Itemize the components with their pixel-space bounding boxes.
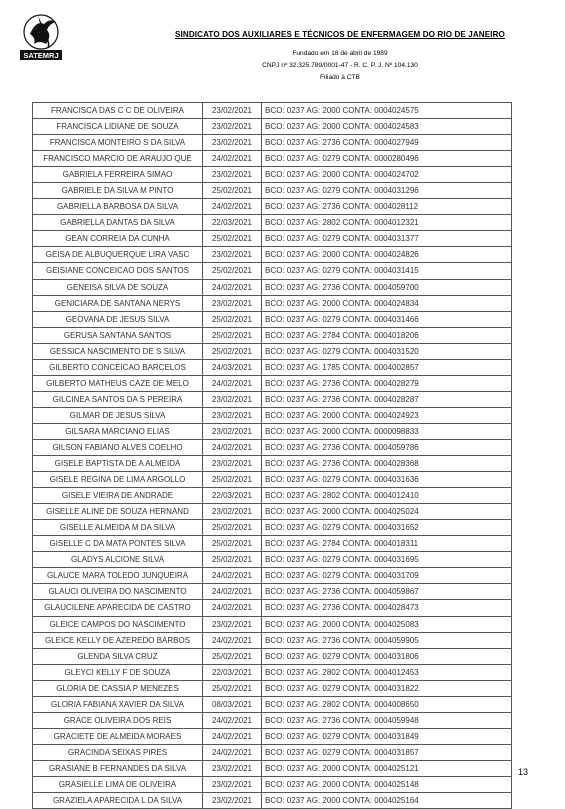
member-name-cell: GISELLE ALINE DE SOUZA HERNAND: [33, 504, 203, 520]
date-cell: 24/02/2021: [203, 632, 262, 648]
bank-account-cell: BCO: 0237 AG: 0279 CONTA: 0004031849: [262, 728, 512, 744]
bank-account-cell: BCO: 0237 AG: 2736 CONTA: 0004028279: [262, 375, 512, 391]
table-row: [33, 712, 512, 728]
date-cell: 23/02/2021: [203, 391, 262, 407]
date-cell: 25/02/2021: [203, 536, 262, 552]
member-name-cell: GILSARA MARCIANO ELIAS: [33, 423, 203, 439]
member-name-cell: GLENDA SILVA CRUZ: [33, 648, 203, 664]
date-cell: 24/02/2021: [203, 600, 262, 616]
member-name-cell: GRASIELLE LIMA DE OLIVEIRA: [33, 776, 203, 792]
member-name-cell: GEISIANE CONCEICAO DOS SANTOS: [33, 263, 203, 279]
bank-account-cell: BCO: 0237 AG: 2802 CONTA: 0004012410: [262, 488, 512, 504]
bank-account-cell: BCO: 0237 AG: 2802 CONTA: 0004012453: [262, 664, 512, 680]
bank-account-cell: BCO: 0237 AG: 2000 CONTA: 0000098833: [262, 423, 512, 439]
date-cell: 25/02/2021: [203, 311, 262, 327]
members-table-body: [33, 103, 512, 809]
date-cell: 23/02/2021: [203, 423, 262, 439]
table-row: [33, 600, 512, 616]
member-name-cell: GISELE BAPTISTA DE A ALMEIDA: [33, 456, 203, 472]
bank-account-cell: BCO: 0237 AG: 2000 CONTA: 0004025024: [262, 504, 512, 520]
member-name-cell: GILSON FABIANO ALVES COELHO: [33, 439, 203, 455]
bank-account-cell: BCO: 0237 AG: 0279 CONTA: 0004031695: [262, 552, 512, 568]
member-name-cell: GILCINEA SANTOS DA S PEREIRA: [33, 391, 203, 407]
bank-account-cell: BCO: 0237 AG: 2736 CONTA: 0004059948: [262, 712, 512, 728]
member-name-cell: GLORIA DE CASSIA P MENEZES: [33, 680, 203, 696]
bank-account-cell: BCO: 0237 AG: 2736 CONTA: 0004028112: [262, 199, 512, 215]
date-cell: 23/02/2021: [203, 760, 262, 776]
member-name-cell: GRACE OLIVEIRA DOS REIS: [33, 712, 203, 728]
member-name-cell: GENICIARA DE SANTANA NERYS: [33, 295, 203, 311]
date-cell: 08/03/2021: [203, 696, 262, 712]
table-row: [33, 183, 512, 199]
member-name-cell: GEISA DE ALBUQUERQUE LIRA VASC: [33, 247, 203, 263]
bank-account-cell: BCO: 0237 AG: 2736 CONTA: 0004059905: [262, 632, 512, 648]
bank-account-cell: BCO: 0237 AG: 0279 CONTA: 0004031520: [262, 343, 512, 359]
date-cell: 23/02/2021: [203, 167, 262, 183]
date-cell: 25/02/2021: [203, 183, 262, 199]
members-table: [32, 102, 512, 809]
table-row: [33, 520, 512, 536]
table-row: [33, 391, 512, 407]
member-name-cell: GRACINDA SEIXAS PIRES: [33, 744, 203, 760]
date-cell: 25/02/2021: [203, 263, 262, 279]
bank-account-cell: BCO: 0237 AG: 2000 CONTA: 0004025083: [262, 616, 512, 632]
table-row: [33, 552, 512, 568]
member-name-cell: GEAN CORREIA DA CUNHA: [33, 231, 203, 247]
bank-account-cell: BCO: 0237 AG: 0279 CONTA: 0004031857: [262, 744, 512, 760]
table-row: [33, 760, 512, 776]
table-row: [33, 151, 512, 167]
date-cell: 25/02/2021: [203, 648, 262, 664]
member-name-cell: GESSICA NASCIMENTO DE S SILVA: [33, 343, 203, 359]
member-name-cell: GABRIELLA DANTAS DA SILVA: [33, 215, 203, 231]
member-name-cell: GLEICE KELLY DE AZEREDO BARBOS: [33, 632, 203, 648]
table-row: [33, 135, 512, 151]
member-name-cell: FRANCISCA MONTEIRO S DA SILVA: [33, 135, 203, 151]
bank-account-cell: BCO: 0237 AG: 0279 CONTA: 0004031296: [262, 183, 512, 199]
table-row: [33, 103, 512, 119]
table-row: [33, 744, 512, 760]
bank-account-cell: BCO: 0237 AG: 0279 CONTA: 0000280496: [262, 151, 512, 167]
affiliation: Filiado à CTB: [320, 74, 360, 81]
table-row: [33, 696, 512, 712]
bank-account-cell: BCO: 0237 AG: 2736 CONTA: 0004028368: [262, 456, 512, 472]
member-name-cell: GILBERTO MATHEUS CAZE DE MELO: [33, 375, 203, 391]
table-row: [33, 279, 512, 295]
bank-account-cell: BCO: 0237 AG: 0279 CONTA: 0004031652: [262, 520, 512, 536]
date-cell: 22/03/2021: [203, 488, 262, 504]
bank-account-cell: BCO: 0237 AG: 2802 CONTA: 0004012321: [262, 215, 512, 231]
date-cell: 23/02/2021: [203, 776, 262, 792]
date-cell: 24/02/2021: [203, 712, 262, 728]
bank-account-cell: BCO: 0237 AG: 2784 CONTA: 0004018311: [262, 536, 512, 552]
member-name-cell: GLEYCI KELLY F DE SOUZA: [33, 664, 203, 680]
bank-account-cell: BCO: 0237 AG: 2000 CONTA: 0004024826: [262, 247, 512, 263]
logo-text: SATEMRJ: [23, 51, 59, 60]
bank-account-cell: BCO: 0237 AG: 2736 CONTA: 0004028473: [262, 600, 512, 616]
date-cell: 24/02/2021: [203, 375, 262, 391]
member-name-cell: GILBERTO CONCEICAO BARCELOS: [33, 359, 203, 375]
table-row: [33, 488, 512, 504]
date-cell: 23/02/2021: [203, 135, 262, 151]
union-logo: [16, 10, 66, 66]
bank-account-cell: BCO: 0237 AG: 2000 CONTA: 0004025121: [262, 760, 512, 776]
table-row: [33, 423, 512, 439]
date-cell: 23/02/2021: [203, 793, 262, 809]
member-name-cell: GRASIANE B FERNANDES DA SILVA: [33, 760, 203, 776]
table-row: [33, 343, 512, 359]
member-name-cell: GABRIELLA BARBOSA DA SILVA: [33, 199, 203, 215]
date-cell: 23/02/2021: [203, 616, 262, 632]
organization-title: SINDICATO DOS AUXILIARES E TÉCNICOS DE ENFERMAGEM DO RIO DE JANEIRO: [175, 30, 505, 39]
bank-account-cell: BCO: 0237 AG: 0279 CONTA: 0004031377: [262, 231, 512, 247]
date-cell: 24/02/2021: [203, 568, 262, 584]
table-row: [33, 263, 512, 279]
table-row: [33, 456, 512, 472]
table-row: [33, 295, 512, 311]
date-cell: 23/02/2021: [203, 504, 262, 520]
bank-account-cell: BCO: 0237 AG: 0279 CONTA: 0004031709: [262, 568, 512, 584]
date-cell: 25/02/2021: [203, 231, 262, 247]
date-cell: 25/02/2021: [203, 552, 262, 568]
table-row: [33, 728, 512, 744]
table-row: [33, 167, 512, 183]
member-name-cell: GLAUCI OLIVEIRA DO NASCIMENTO: [33, 584, 203, 600]
bank-account-cell: BCO: 0237 AG: 2000 CONTA: 0004025164: [262, 793, 512, 809]
table-row: [33, 680, 512, 696]
date-cell: 24/03/2021: [203, 359, 262, 375]
table-row: [33, 327, 512, 343]
bank-account-cell: BCO: 0237 AG: 2736 CONTA: 0004059700: [262, 279, 512, 295]
bank-account-cell: BCO: 0237 AG: 1785 CONTA: 0004002857: [262, 359, 512, 375]
date-cell: 24/02/2021: [203, 744, 262, 760]
member-name-cell: GLEICE CAMPOS DO NASCIMENTO: [33, 616, 203, 632]
date-cell: 24/02/2021: [203, 279, 262, 295]
member-name-cell: FRANCISCA DAS C C DE OLIVEIRA: [33, 103, 203, 119]
table-row: [33, 536, 512, 552]
table-row: [33, 231, 512, 247]
founded-date: Fundado em 18 de abril de 1989: [292, 50, 388, 57]
date-cell: 23/02/2021: [203, 119, 262, 135]
member-name-cell: GISELLE ALMEIDA M DA SILVA: [33, 520, 203, 536]
table-row: [33, 472, 512, 488]
table-row: [33, 359, 512, 375]
member-name-cell: GLADYS ALCIONE SILVA: [33, 552, 203, 568]
bank-account-cell: BCO: 0237 AG: 0279 CONTA: 0004031806: [262, 648, 512, 664]
table-row: [33, 407, 512, 423]
bank-account-cell: BCO: 0237 AG: 2736 CONTA: 0004059786: [262, 439, 512, 455]
bank-account-cell: BCO: 0237 AG: 0279 CONTA: 0004031466: [262, 311, 512, 327]
member-name-cell: GRACIETE DE ALMEIDA MORAES: [33, 728, 203, 744]
bank-account-cell: BCO: 0237 AG: 2000 CONTA: 0004024702: [262, 167, 512, 183]
table-row: [33, 504, 512, 520]
bank-account-cell: BCO: 0237 AG: 2784 CONTA: 0004018206: [262, 327, 512, 343]
table-row: [33, 439, 512, 455]
table-row: [33, 215, 512, 231]
letterhead: [0, 0, 565, 100]
table-row: [33, 776, 512, 792]
table-row: [33, 664, 512, 680]
bank-account-cell: BCO: 0237 AG: 2736 CONTA: 0004059867: [262, 584, 512, 600]
table-row: [33, 199, 512, 215]
bank-account-cell: BCO: 0237 AG: 2736 CONTA: 0004028287: [262, 391, 512, 407]
bank-account-cell: BCO: 0237 AG: 2736 CONTA: 0004027949: [262, 135, 512, 151]
date-cell: 24/02/2021: [203, 199, 262, 215]
table-row: [33, 584, 512, 600]
bank-account-cell: BCO: 0237 AG: 0279 CONTA: 0004031636: [262, 472, 512, 488]
date-cell: 24/02/2021: [203, 151, 262, 167]
date-cell: 22/03/2021: [203, 215, 262, 231]
member-name-cell: GLAUCILENE APARECIDA DE CASTRO: [33, 600, 203, 616]
bank-account-cell: BCO: 0237 AG: 2000 CONTA: 0004024583: [262, 119, 512, 135]
date-cell: 22/03/2021: [203, 664, 262, 680]
bank-account-cell: BCO: 0237 AG: 0279 CONTA: 0004031822: [262, 680, 512, 696]
bank-account-cell: BCO: 0237 AG: 2000 CONTA: 0004024834: [262, 295, 512, 311]
date-cell: 25/02/2021: [203, 327, 262, 343]
date-cell: 24/02/2021: [203, 584, 262, 600]
member-name-cell: GLORIA FABIANA XAVIER DA SILVA: [33, 696, 203, 712]
registry-info: CNPJ nº 32.325.789/0001-47 - R. C. P. J. Nº 104.130: [262, 62, 418, 69]
date-cell: 25/02/2021: [203, 343, 262, 359]
member-name-cell: GRAZIELA APARECIDA L DA SILVA: [33, 793, 203, 809]
table-row: [33, 616, 512, 632]
table-row: [33, 793, 512, 809]
member-name-cell: FRANCISCO MARCIO DE ARAUJO QUE: [33, 151, 203, 167]
table-row: [33, 568, 512, 584]
member-name-cell: GLAUCE MARA TOLEDO JUNQUEIRA: [33, 568, 203, 584]
bank-account-cell: BCO: 0237 AG: 2000 CONTA: 0004024923: [262, 407, 512, 423]
member-name-cell: GISELLE C DA MATA PONTES SILVA: [33, 536, 203, 552]
table-row: [33, 247, 512, 263]
member-name-cell: GERUSA SANTANA SANTOS: [33, 327, 203, 343]
date-cell: 23/02/2021: [203, 295, 262, 311]
member-name-cell: GISELE VIEIRA DE ANDRADE: [33, 488, 203, 504]
table-row: [33, 311, 512, 327]
member-name-cell: GABRIELA FERREIRA SIMAO: [33, 167, 203, 183]
member-name-cell: GABRIELE DA SILVA M PINTO: [33, 183, 203, 199]
date-cell: 25/02/2021: [203, 520, 262, 536]
date-cell: 23/02/2021: [203, 247, 262, 263]
member-name-cell: FRANCISCA LIDIANE DE SOUZA: [33, 119, 203, 135]
table-row: [33, 119, 512, 135]
date-cell: 23/02/2021: [203, 456, 262, 472]
bank-account-cell: BCO: 0237 AG: 2000 CONTA: 0004024575: [262, 103, 512, 119]
date-cell: 25/02/2021: [203, 472, 262, 488]
member-name-cell: GEOVANA DE JESUS SILVA: [33, 311, 203, 327]
member-name-cell: GENEISA SILVA DE SOUZA: [33, 279, 203, 295]
bank-account-cell: BCO: 0237 AG: 2000 CONTA: 0004025148: [262, 776, 512, 792]
table-row: [33, 648, 512, 664]
date-cell: 24/02/2021: [203, 728, 262, 744]
date-cell: 23/02/2021: [203, 407, 262, 423]
bank-account-cell: BCO: 0237 AG: 0279 CONTA: 0004031415: [262, 263, 512, 279]
date-cell: 24/02/2021: [203, 439, 262, 455]
bank-account-cell: BCO: 0237 AG: 2802 CONTA: 0004008650: [262, 696, 512, 712]
member-name-cell: GISELE REGINA DE LIMA ARGOLLO: [33, 472, 203, 488]
member-name-cell: GILMAR DE JESUS SILVA: [33, 407, 203, 423]
page-number: 13: [518, 767, 529, 777]
table-row: [33, 375, 512, 391]
date-cell: 25/02/2021: [203, 680, 262, 696]
date-cell: 23/02/2021: [203, 103, 262, 119]
table-row: [33, 632, 512, 648]
